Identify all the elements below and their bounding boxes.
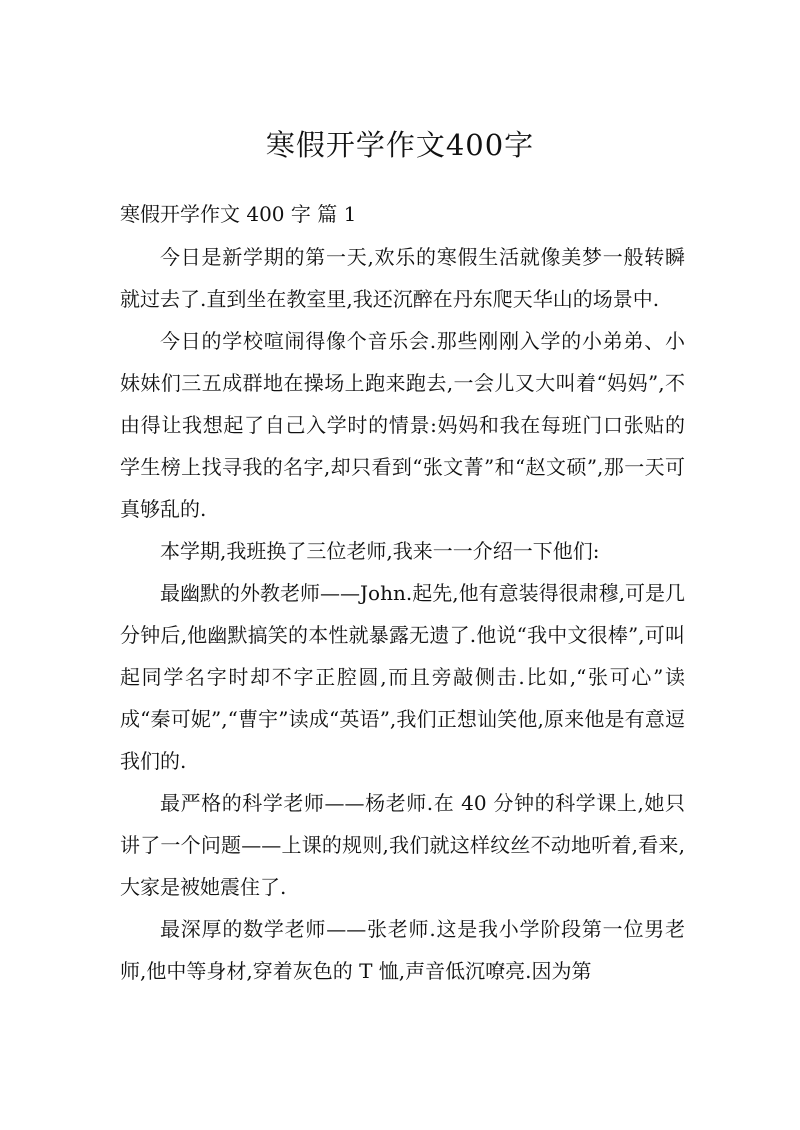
paragraph: 最幽默的外教老师——John.起先,他有意装得很肃穆,可是几分钟后,他幽默搞笑的本性就暴露无遗了.他说“我中文很棒”,可叫起同学名字时却不字正腔圆,而且旁敲侧击.比如,“张可心”读成“秦可妮”,“曹宇”读成“英语”,我们正想讪笑他,原来他是有意逗我们的. — [120, 581, 685, 773]
paragraph: 今日是新学期的第一天,欢乐的寒假生活就像美梦一般转瞬就过去了.直到坐在教室里,我还沉醉在丹东爬天华山的场景中. — [120, 245, 685, 311]
paragraph: 本学期,我班换了三位老师,我来一一介绍一下他们: — [160, 539, 600, 563]
document-title: 寒假开学作文400字 — [265, 128, 535, 162]
paragraph: 最深厚的数学老师——张老师.这是我小学阶段第一位男老师,他中等身材,穿着灰色的 T 恤,声音低沉嘹亮.因为第 — [120, 917, 685, 983]
document-body — [120, 236, 685, 992]
section-heading: 寒假开学作文 400 字 篇 1 — [120, 202, 357, 226]
paragraph: 今日的学校喧闹得像个音乐会.那些刚刚入学的小弟弟、小妹妹们三五成群地在操场上跑来跑去,一会儿又大叫着“妈妈”,不由得让我想起了自己入学时的情景:妈妈和我在每班门口张贴的学生榜上找寻我的名字,却只看到“张文菁”和“赵文硕”,那一天可真够乱的. — [120, 329, 685, 521]
paragraph: 最严格的科学老师——杨老师.在 40 分钟的科学课上,她只讲了一个问题——上课的规则,我们就这样纹丝不动地听着,看来,大家是被她震住了. — [120, 791, 685, 899]
